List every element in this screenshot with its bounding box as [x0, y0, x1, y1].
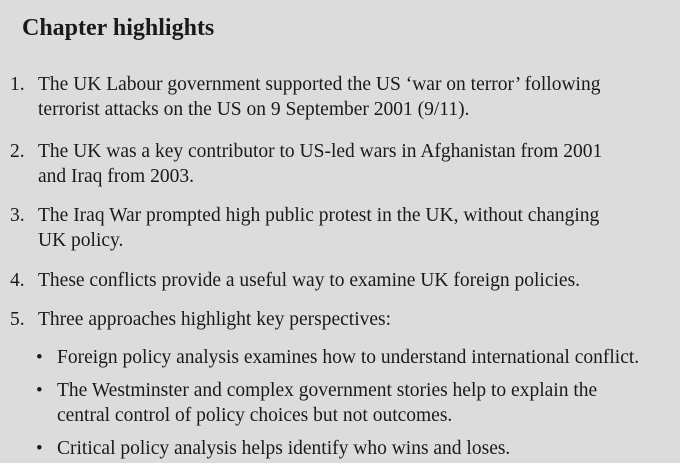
item-number: 2.: [10, 141, 25, 162]
bullet-icon: •: [36, 380, 43, 401]
item-number: 4.: [10, 270, 25, 291]
item-number: 3.: [10, 205, 25, 226]
item-text-line: The Iraq War prompted high public protest in the UK, without changing: [38, 205, 600, 226]
item-text: [38, 268, 670, 293]
item-text-line: terrorist attacks on the US on 9 September 2001 (9/11).: [38, 99, 470, 120]
bullet-icon: •: [36, 347, 43, 368]
bullet-text-line: The Westminster and complex government stories help to explain the: [57, 380, 598, 401]
bullet-icon: •: [36, 438, 43, 459]
item-number: 1.: [10, 74, 25, 95]
bullet-text-line: central control of policy choices but not outcomes.: [57, 405, 453, 426]
item-text: [38, 307, 670, 332]
item-text-line: These conflicts provide a useful way to examine UK foreign policies.: [38, 270, 581, 291]
bullet-text: [57, 436, 672, 461]
bullet-text: [57, 345, 672, 370]
item-text: [38, 72, 670, 122]
item-number: 5.: [10, 309, 25, 330]
section-title: Chapter highlights: [22, 15, 215, 41]
item-text: [38, 139, 670, 189]
item-text-line: and Iraq from 2003.: [38, 166, 194, 187]
bullet-text-line: Critical policy analysis helps identify who wins and loses.: [57, 438, 511, 459]
item-text-line: The UK Labour government supported the US ‘war on terror’ following: [38, 74, 601, 95]
bullet-text: [57, 378, 672, 428]
item-text-line: Three approaches highlight key perspectives:: [38, 309, 392, 330]
item-text: [38, 203, 670, 253]
item-text-line: The UK was a key contributor to US-led wars in Afghanistan from 2001: [38, 141, 603, 162]
item-text-line: UK policy.: [38, 230, 124, 251]
bullet-text-line: Foreign policy analysis examines how to understand international conflict.: [57, 347, 640, 368]
